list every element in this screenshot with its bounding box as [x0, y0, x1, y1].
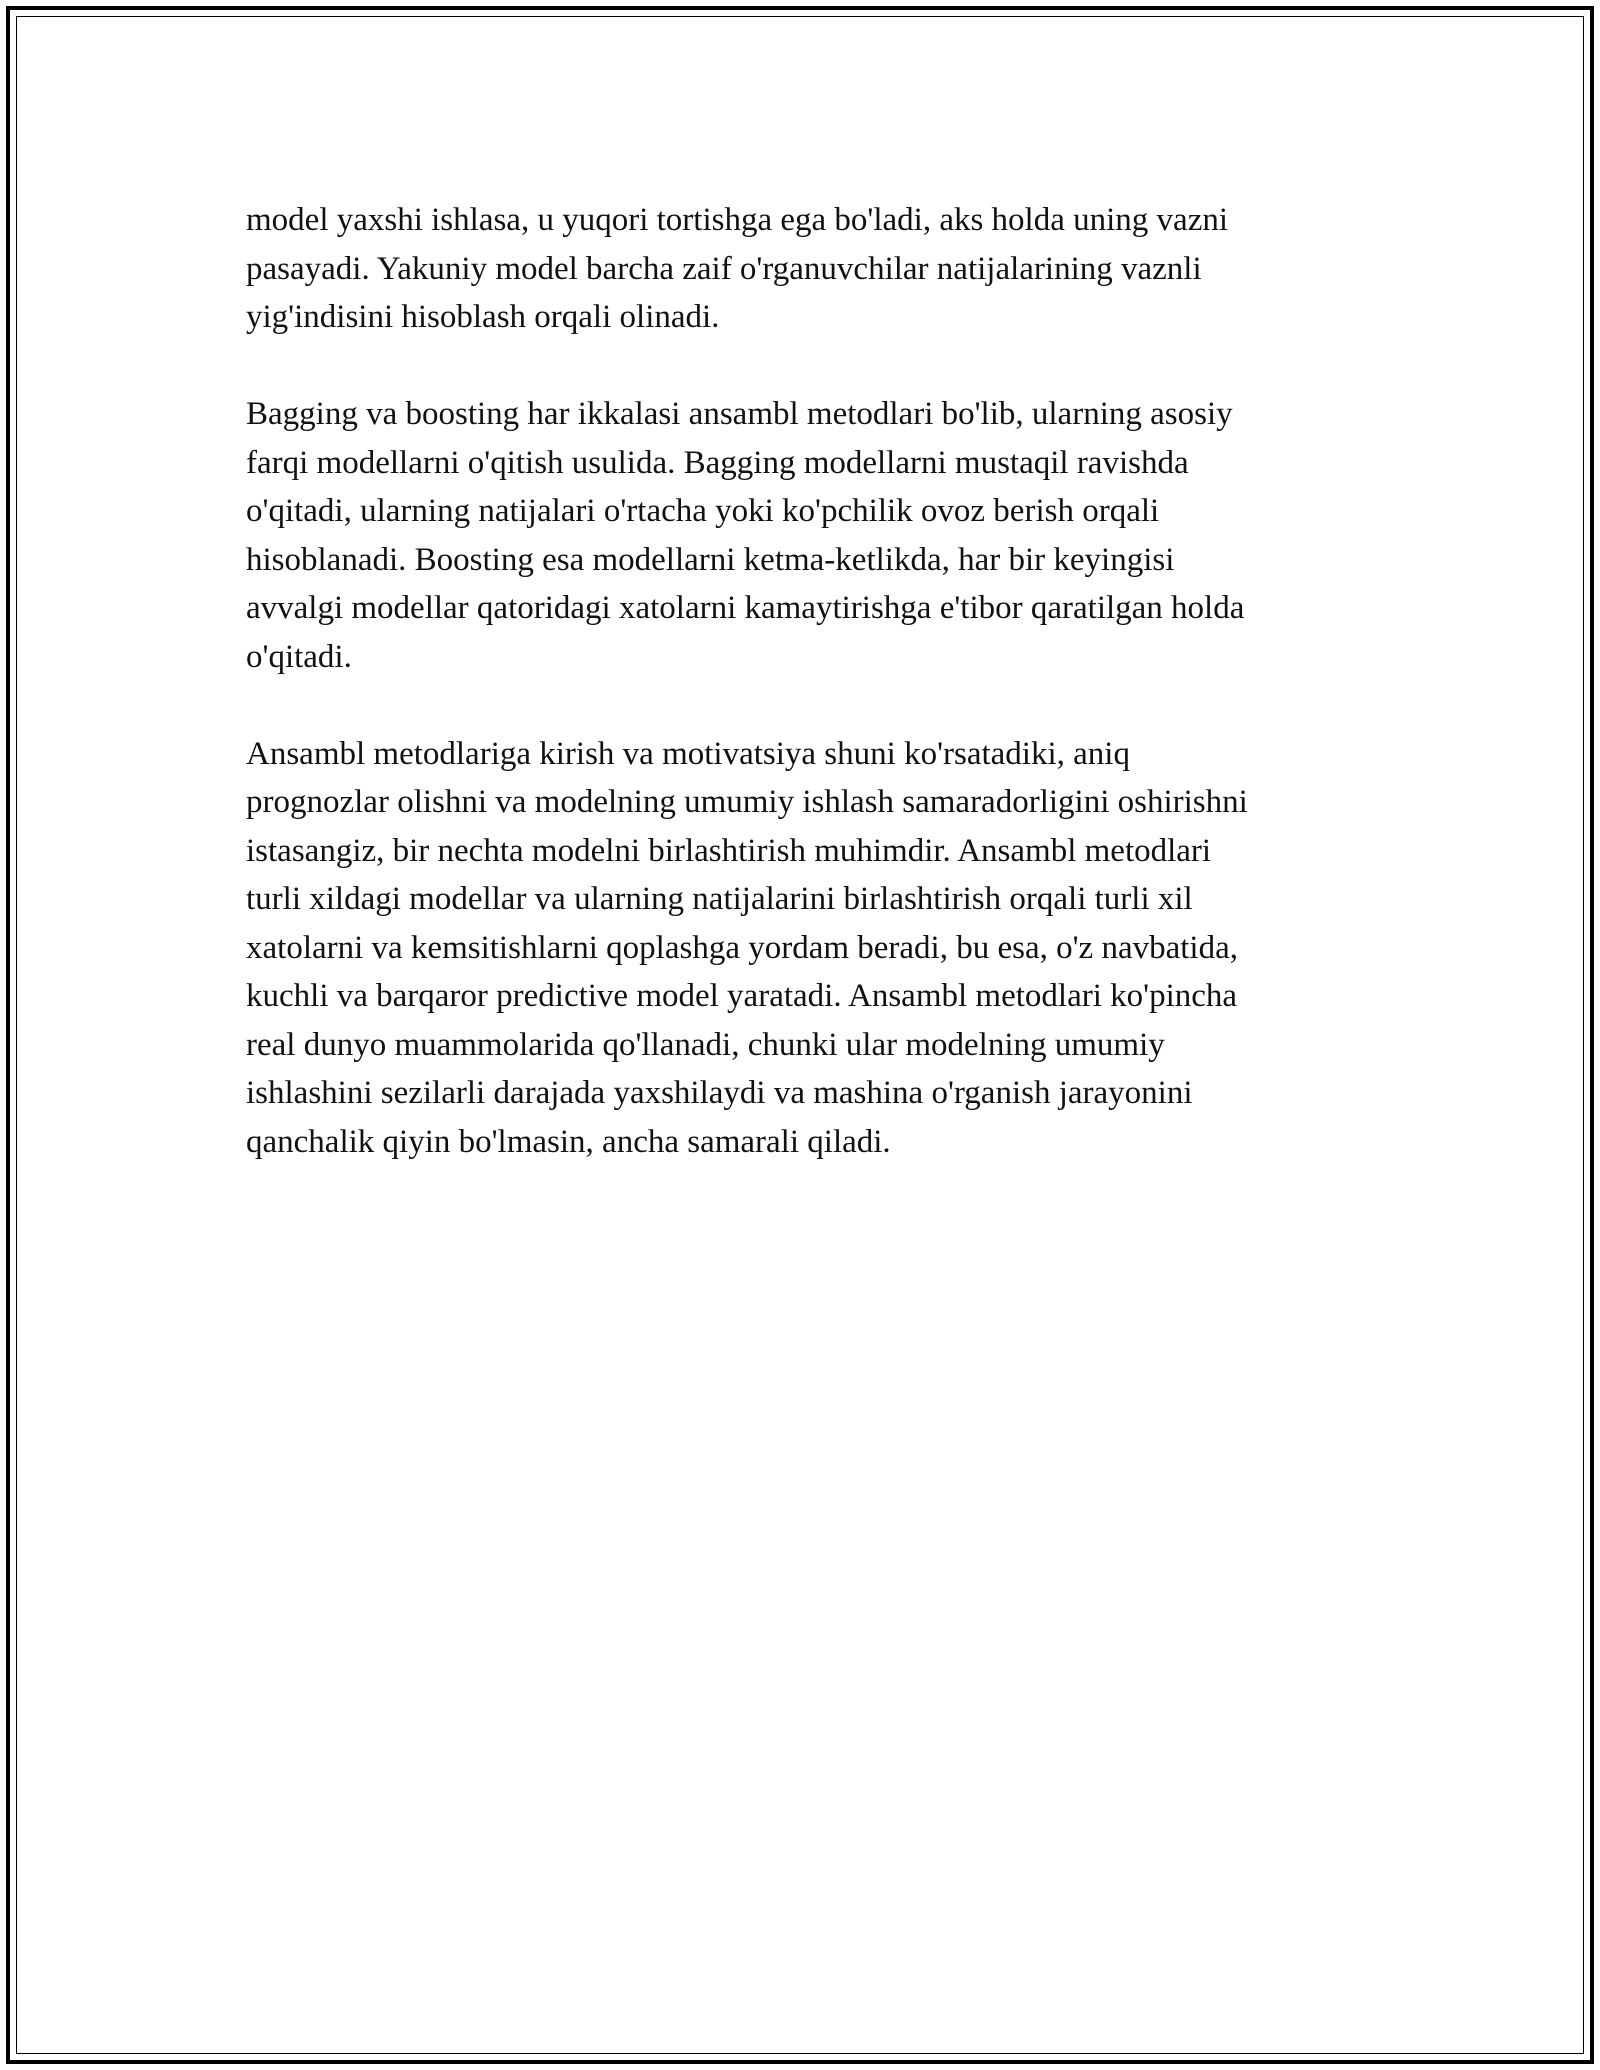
paragraph-2: Bagging va boosting har ikkalasi ansambl metodlari bo'lib, ularning asosiy farqi modellarni o'qitish usulida. Bagging modellarni mustaqil ravishda o'qitadi, ularning natijalari o'rtacha yoki ko'pchilik ovoz berish orqali hisoblanadi. Boosting esa modellarni ketma-ketlikda, har bir keyingisi avvalgi modellar qatoridagi xatolarni kamaytirishga e'tibor qaratilgan holda o'qitadi.: [246, 396, 1245, 675]
page-frame: [6, 6, 1594, 2064]
paragraph-1: model yaxshi ishlasa, u yuqori tortishga ega bo'ladi, aks holda uning vazni pasayadi. Yakuniy model barcha zaif o'rganuvchilar natijalarining vaznli yig'indisini hisoblash orqali olinadi.: [246, 202, 1229, 335]
paragraph-3: Ansambl metodlariga kirish va motivatsiya shuni ko'rsatadiki, aniq prognozlar olishni va modelning umumiy ishlash samaradorligini oshirishni istasangiz, bir nechta modelni birlashtirish muhimdir. Ansambl metodlari turli xildagi modellar va ularning natijalarini birlashtirish orqali turli xil xatolarni va kemsitishlarni qoplashga yordam beradi, bu esa, o'z navbatida, kuchli va barqaror predictive model yaratadi. Ansambl metodlari ko'pincha real dunyo muammolarida qo'llanadi, chunki ular modelning umumiy ishlashini sezilarli darajada yaxshilaydi va mashina o'rganish jarayonini qanchalik qiyin bo'lmasin, ancha samarali qiladi.: [246, 735, 1248, 1160]
document-body: [246, 196, 1376, 1215]
